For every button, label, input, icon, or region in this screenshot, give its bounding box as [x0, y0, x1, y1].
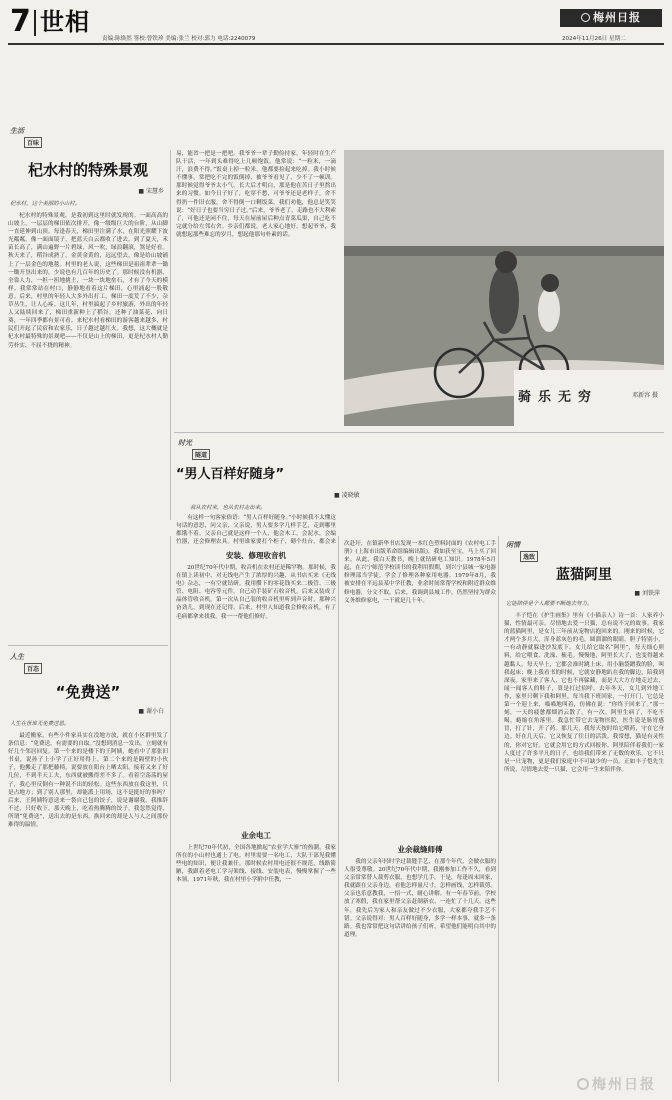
author-marker-icon: ■	[138, 708, 145, 715]
column-tag-bottom: 隧道	[192, 449, 210, 460]
watermark-text: 梅州日报	[592, 1077, 656, 1093]
article-body	[504, 612, 664, 1082]
column-divider	[338, 536, 339, 1082]
article-title: 蓝猫阿里	[556, 567, 612, 583]
author-name: 刘铁萍	[641, 590, 660, 597]
column-divider	[170, 150, 171, 520]
article-body	[344, 540, 496, 840]
masthead-emblem-icon	[581, 13, 590, 22]
column-tag	[8, 652, 54, 676]
page-header	[0, 0, 672, 46]
article-author	[138, 186, 164, 195]
article-lead: 它能陪伴是个人都要不断地去努力。	[506, 601, 593, 607]
article-free-giveaway	[8, 650, 168, 1090]
article-continuation	[176, 150, 336, 426]
section-divider	[174, 432, 664, 433]
article-blue-cat	[504, 538, 664, 1088]
watermark-emblem-icon	[577, 1078, 589, 1090]
article-village-landscape	[8, 120, 168, 640]
column-tag-top: 闲情	[506, 541, 520, 549]
article-paragraph: 20世纪70年代中期，收音机在农村还是稀罕物。那时候，我在镇上读初中，对无线电产生了浓厚的兴趣，从书店买来《无线电》杂志，一有空就钻研。我用攒下的零花钱买来二极管、三极管、电阻、电容等元件，自己动手装矿石收音机，后来又装成了晶体管收音机。第一次从自己装的收音机里听到声音时，那种兴奋劲儿，到现在还记得。后来，村里人知道我会修收音机，有了毛病都拿来找我，我一一帮他们修好。	[176, 565, 336, 620]
author-marker-icon: ■	[334, 492, 340, 499]
article-title: “免费送”	[55, 683, 121, 701]
article-subheading: 业余电工	[241, 831, 271, 840]
article-subheading: 业余裁缝师傅	[397, 845, 443, 854]
section-divider	[8, 645, 168, 646]
issue-date: 2024年11月26日 星期二	[562, 36, 626, 42]
column-tag-top: 生活	[10, 127, 24, 135]
article-lead: 人生在世谁无免费送恩。	[10, 721, 70, 727]
article-paragraph: 丰子恺在《护生画集》里有《小猫亲人》诗一首：人家养小猫，性情最可亲。尽情地去爱一只猫，总有说不完的故事。我家的蓝猫阿里，是女儿三年前从宠物店抱回来的。刚来的时候，它才两个多月大，浑身蓝灰色的毛，圆溜溜的眼睛，胆子特别小，一有动静就躲进沙发底下。女儿给它取名“阿里”，每天细心照料，给它喂食、洗澡、梳毛。慢慢地，阿里长大了，也变得越来越黏人。每天早上，它都会准时跳上床，用小脑袋蹭我的脸，叫我起床；晚上我看书的时候，它就安静地趴在我的脚边，陪我到深夜。家里来了客人，它也不再躲藏，而是大大方方地走过去，闻一闻客人的鞋子，算是打过招呼。去年冬天，女儿到外地工作，家里只剩下我和阿里。每当我下班回家，一打开门，它总是第一个迎上来，喵喵地叫着，仿佛在说：“你终于回来了。”那一刻，一天的疲惫都烟消云散了。有一次，阿里生病了，不吃不喝，蜷缩在角落里。我急忙带它去宠物医院，医生说是肠胃感冒，打了针，开了药。那几天，我每天按时给它喂药，守在它身边。好在几天后，它又恢复了往日的活泼。我常想，猫是有灵性的，你对它好，它就会用它的方式回报你。阿里陪伴着我们一家人度过了许多平凡的日子，也给我们带来了无数的欢乐。它不只是一只宠物，更是我们家庭中不可缺少的一员。正如丰子恺先生所说，尽情地去爱一只猫，它会用一生来陪伴你。	[504, 613, 664, 773]
article-body	[176, 564, 336, 826]
rider-woman-head	[495, 251, 517, 273]
column-divider	[498, 536, 499, 1082]
photo-riding-bike	[344, 150, 664, 426]
rider-child-head	[541, 274, 559, 292]
article-paragraph: 有这样一句客家俗语：“男人百样好随身。”小时候我不太懂这句话的意思，问父亲，父亲说，男人要多学几样手艺，走到哪里都饿不着。父亲自己就是这样一个人，他会木工，会泥水，会编竹器，还会修理农具。村里谁家要打个柜子，砌个灶台，都会来	[176, 515, 336, 546]
article-subheading: 安装、修理收音机	[226, 551, 286, 560]
article-lead: 我从农村来，也从农村走出来。	[190, 505, 266, 511]
article-paragraph: 我的父亲年轻时学过裁缝手艺，在那个年代，会做衣服的人很受尊敬。20世纪70年代中期，我刚参加工作不久，看到父亲常常替人裁剪衣服，也想学几手。于是，每逢周末回家，我就跟在父亲身边，看他怎样量尺寸，怎样画线，怎样裁剪。父亲也乐意教我，一招一式，耐心讲解。有一年春节前，学校放了寒假，我在家里帮父亲赶制新衣，一连忙了十几天。这些年，我先后为家人和亲友做过不少衣服，大家都夸我手艺不错。父亲说得对：男人百样好随身，多学一样本事，就多一条路。我也常常把这句话讲给孩子们听，希望他们能明白其中的道理。	[344, 859, 496, 938]
article-lead: 杞水村，这个美丽的小山村。	[10, 201, 81, 207]
column-tag-bottom: 百态	[24, 663, 42, 674]
watermark	[577, 1074, 656, 1094]
column-divider	[170, 536, 171, 1082]
page-number: 7	[10, 4, 31, 39]
section-title: 世相	[40, 8, 90, 36]
article-paragraph: 上世纪70年代初，全国各地掀起“农业学大寨”的热潮，我家所在的小山村也通上了电。村里需要一名电工，大队干部见我懂些电的知识，便让我兼任。那时候农村用电还很不规范，线路简陋，我跟着老电工学习架线、接线、安装电表，慢慢掌握了一些本领。1971年秋，我在村里小学附中任教，一	[176, 845, 336, 884]
author-marker-icon: ■	[138, 188, 145, 195]
masthead-logo	[560, 9, 662, 27]
article-body-column	[176, 548, 336, 1088]
article-paragraph: 最近搬家，有些小件家具实在没地方放，就在小区群里发了条信息：“免费送，有需要的自取。”没想到消息一发出，立刻就有好几个邻居回复。第一个来的是楼下的王阿姨，她看中了那张旧书桌，说孙子上小学了正好用得上。第二个来的是隔壁的小伙子，他搬走了那把藤椅，说要放在阳台上晒太阳。接着又来了好几位，不到半天工夫，东西就被搬得差不多了。看着空荡荡的屋子，我心里反倒有一种说不出的轻松。这些东西放在我这里，只是占地方；到了别人那里，却能派上用场，这不是挺好的事吗？后来，王阿姨特意送来一袋自己包的饺子，说是谢谢我。我推辞不过，只好收下。那天晚上，吃着热腾腾的饺子，我忽然觉得，所谓“免费送”，送出去的是东西，换回来的却是人与人之间那份难得的温情。	[8, 733, 168, 829]
photo-sky	[344, 150, 664, 260]
article-body	[8, 212, 168, 634]
article-author	[138, 706, 164, 715]
article-author	[334, 490, 360, 499]
masthead-paper-name: 梅州日报	[593, 11, 641, 24]
article-paragraph: 易，能省一把是一把吧。我爷爷一辈子勤俭持家，年轻时在生产队干活，一年到头难得吃上几顿饱饭。他常说：“一粒米，一滴汗，浪费不得。”饭桌上掉一粒米，他都要捡起来吃掉。我小时候不懂事，常把吃不完的饭倒掉，被爷爷看见了，少不了一顿训。那时候觉得爷爷太小气，长大后才明白，那是他在苦日子里熬出来的习惯。如今日子好了，吃穿不愁，可爷爷还是老样子，舍不得扔一件旧衣服，舍不得倒一口剩饭菜。我们劝他，他总是笑笑说：“好日子也要当穷日子过。”后来，爷爷老了，走路也不大利索了，可他还是闲不住，每天在屋前屋后种点青菜瓜果，自己吃不完就分给左邻右舍。乡亲们都说，老人家心地好。想起爷爷，我就想起那些难忘的岁月，想起他那句朴素的话。	[176, 151, 336, 238]
column-tag-top: 时光	[178, 439, 192, 447]
column-tag-bottom: 百味	[24, 137, 42, 148]
article-paragraph: 次赴圩，在镇新华书店发现一本红色塑料封面的《农村电工手册》(上海市出版革命组编辑出版)，我如获至宝，马上买了回来。从此，我白天教书，晚上就钻研电工知识。1978年5月起，在兴宁师范学校读书的我利用假期，到兴宁县城一家电器修理部当学徒，学会了修理各种家用电器。1979年8月，我被安排在平远县某中学任教，业余时间常帮学校和附近群众维修电器，分文不取。后来，我调到县城工作，仍然坚持为群众义务维修家电，一干就是几十年。	[344, 541, 496, 604]
column-tag	[176, 438, 222, 462]
editor-credits: 责编:陈焕然 签校:曾铁珍 美编:张兰 校对:郭力 电话:2240079	[102, 36, 256, 42]
column-tag-top: 人生	[10, 653, 24, 661]
rider-woman	[489, 266, 519, 334]
article-body	[176, 514, 336, 546]
column-tag	[504, 540, 550, 564]
author-name: 凌晓敏	[341, 492, 360, 499]
photo-caption-author: 邓新容 摄	[632, 392, 658, 399]
article-title: “男人百样好随身”	[176, 467, 285, 482]
rider-child	[538, 288, 560, 332]
page-number-divider	[34, 10, 36, 36]
photo-caption-title: 骑乐无穷	[518, 390, 599, 405]
article-paragraph: 杞水村的特殊景观，是我初到这里时就发现的。一面高高的山坡上，一层层的梯田依次排开，像一级级巨大的台阶，从山脚一直延伸到山顶。每逢春天，梯田里注满了水，在阳光照耀下波光粼粼，像一面面镜子，把蓝天白云都收了进去。到了夏天，禾苗长高了，满山遍野一片碧绿，风一吹，绿浪翻滚，煞是好看。秋天来了，稻谷成熟了，金黄金黄的，远远望去，像是给山坡铺上了一层金色的地毯。村里的老人说，这些梯田是祖祖辈辈一锄一锄开垦出来的，少说也有几百年的历史了。那时候没有机器，全靠人力，一担一担地挑土，一块一块地垒石，才有了今天的模样。我常常站在村口，静静地看着这片梯田，心里涌起一股敬意。后来，村里的年轻人大多外出打工，梯田一度荒了不少，杂草丛生，让人心疼。这几年，村里搞起了乡村旅游，外出的年轻人又陆续回来了，梯田重新种上了稻谷，还种了油菜花、向日葵，一年四季都有景可看。来杞水村看梯田的游客越来越多，村民们开起了民宿和农家乐，日子越过越红火。我想，这大概就是杞水村最特殊的景观吧——不仅是山上的梯田，更是杞水村人勤劳朴实、不屈不挠的精神。	[8, 213, 168, 349]
article-body	[176, 844, 336, 1054]
author-marker-icon: ■	[634, 590, 641, 597]
photo-caption-box	[514, 370, 664, 426]
author-name: 宋慧乡	[145, 188, 164, 195]
article-title: 杞水村的特殊景观	[27, 161, 148, 179]
article-body-column	[344, 540, 496, 1090]
article-body	[8, 732, 168, 1080]
column-tag	[8, 126, 54, 150]
column-tag-bottom: 逸致	[520, 551, 538, 562]
article-body	[344, 858, 496, 1090]
header-rule	[8, 43, 664, 45]
author-name: 谢小白	[145, 708, 164, 715]
article-author	[634, 588, 660, 597]
